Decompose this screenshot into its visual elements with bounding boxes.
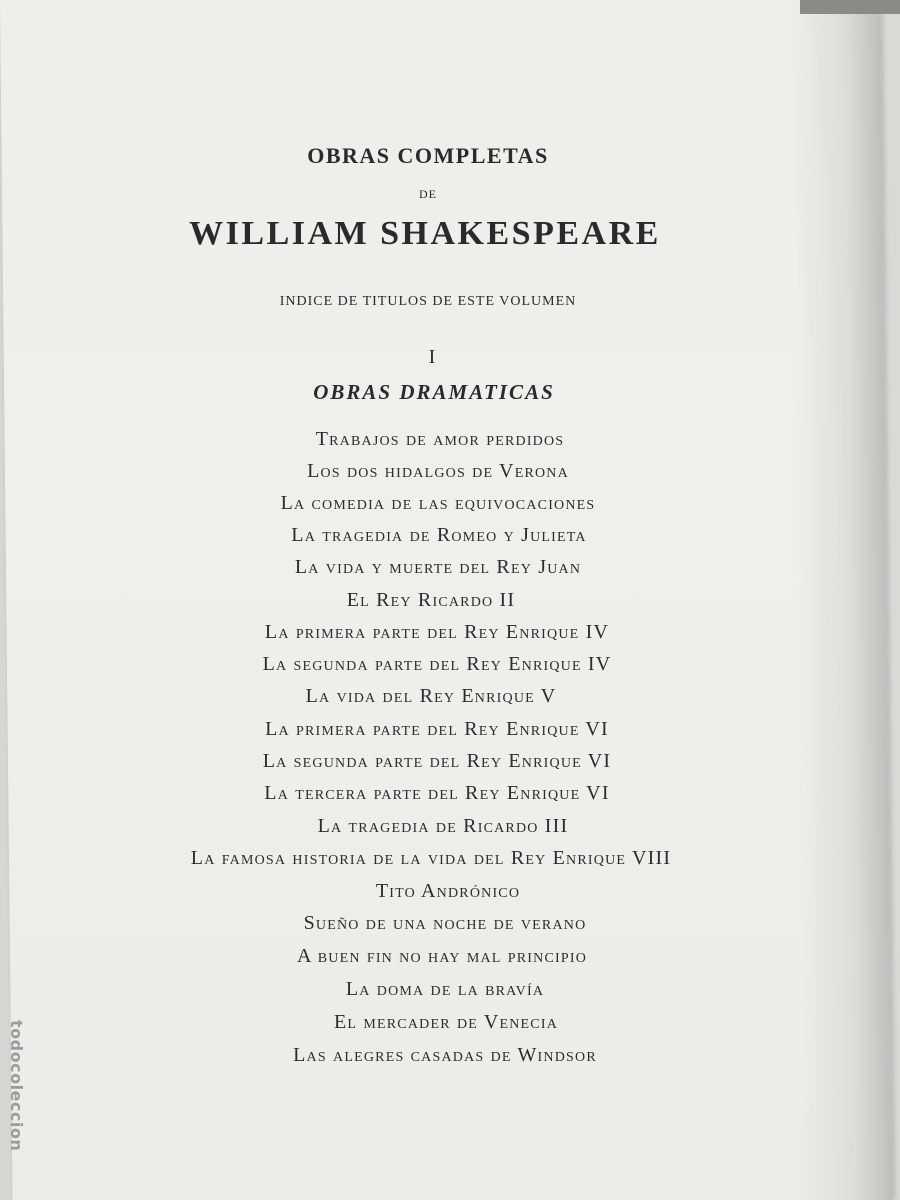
title-de: DE <box>419 187 437 201</box>
toc-item: Tito Andrónico <box>375 880 521 902</box>
watermark-logo <box>2 1020 32 1180</box>
toc-item: Las alegres casadas de Windsor <box>293 1044 597 1066</box>
toc-item: La segunda parte del Rey Enrique IV <box>262 653 612 675</box>
toc-item: La tragedia de Romeo y Julieta <box>291 524 587 546</box>
title-obras-completas: OBRAS COMPLETAS <box>307 143 549 168</box>
toc-item: La primera parte del Rey Enrique VI <box>265 718 609 740</box>
section-title: OBRAS DRAMATICAS <box>313 380 555 404</box>
toc-item: La vida del Rey Enrique V <box>305 685 557 707</box>
author-name: WILLIAM SHAKESPEARE <box>189 215 661 252</box>
toc-item: La tercera parte del Rey Enrique VI <box>264 782 610 804</box>
toc-item: A buen fin no hay mal principio <box>296 945 588 967</box>
toc-item: La comedia de las equivocaciones <box>280 492 596 514</box>
toc-item: Los dos hidalgos de Verona <box>307 460 569 482</box>
toc-item: La segunda parte del Rey Enrique VI <box>262 750 612 772</box>
toc-item: El Rey Ricardo II <box>346 589 516 611</box>
watermark-text: todocoleccion <box>7 1020 26 1152</box>
section-number: I <box>428 346 436 368</box>
toc-item: Sueño de una noche de verano <box>303 912 587 934</box>
toc-item: La tragedia de Ricardo III <box>317 815 569 837</box>
toc-item: El mercader de Venecia <box>333 1011 559 1033</box>
index-label: INDICE DE TITULOS DE ESTE VOLUMEN <box>279 294 577 309</box>
toc-item: La primera parte del Rey Enrique IV <box>264 621 610 643</box>
toc-item: La famosa historia de la vida del Rey Enrique VIII <box>190 847 672 869</box>
toc-item: La vida y muerte del Rey Juan <box>294 556 582 578</box>
toc-item: La doma de la bravía <box>345 978 545 1000</box>
toc-item: Trabajos de amor perdidos <box>315 428 565 450</box>
